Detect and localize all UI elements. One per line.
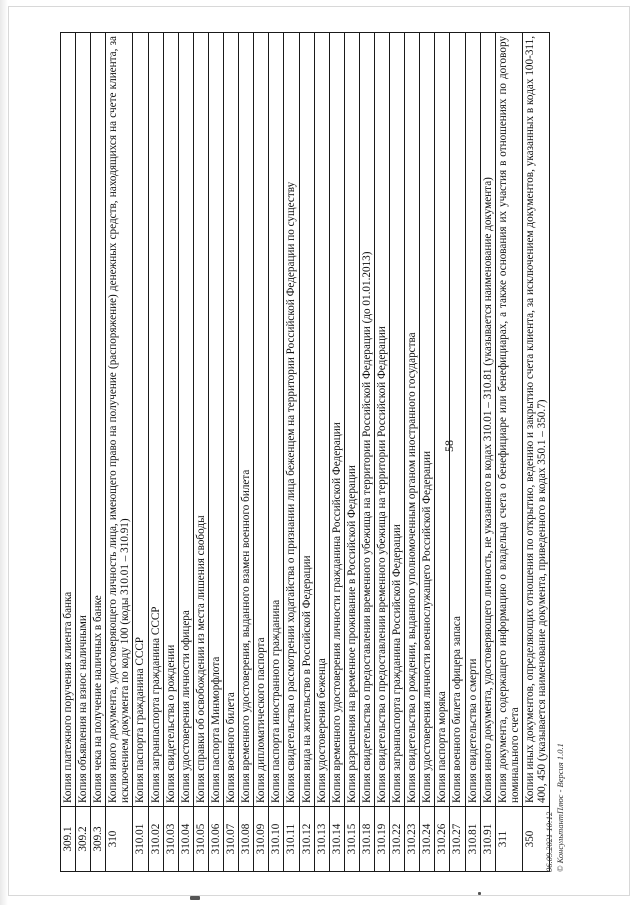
row-description: Копия удостоверения беженца bbox=[314, 33, 329, 807]
row-code: 310.27 bbox=[450, 807, 465, 872]
table-row bbox=[61, 33, 76, 872]
table-row bbox=[193, 33, 208, 872]
table-row bbox=[163, 33, 178, 872]
document-codes-table bbox=[60, 32, 550, 872]
row-description: Копия военного билета офицера запаса bbox=[450, 33, 465, 807]
row-description: Копия военного билета bbox=[224, 33, 239, 807]
row-code: 310.02 bbox=[148, 807, 163, 872]
row-description: Копия свидетельства о предоставлении временного убежища на территории Российской Федерации (до 01.01.2013) bbox=[359, 33, 374, 807]
table-row bbox=[344, 33, 359, 872]
footer-date: 06.09.2021 10:12 bbox=[544, 811, 554, 872]
table-row bbox=[405, 33, 420, 872]
row-code: 310.22 bbox=[390, 807, 405, 872]
row-description: Копия загранпаспорта гражданина Российской Федерации bbox=[390, 33, 405, 807]
binder-mark bbox=[190, 896, 200, 900]
row-code: 310.24 bbox=[420, 807, 435, 872]
table-row bbox=[435, 33, 450, 872]
table-row bbox=[314, 33, 329, 872]
row-description: Копия иного документа, удостоверяющего личность, не указанного в кодах 310.01 – 310.81 (указывается наименование документа) bbox=[480, 33, 495, 807]
row-code: 310.08 bbox=[239, 807, 254, 872]
row-description: Копия свидетельства о рождении bbox=[163, 33, 178, 807]
table-row bbox=[522, 33, 549, 872]
table-row bbox=[208, 33, 223, 872]
row-code: 310.12 bbox=[299, 807, 314, 872]
row-description: Копия паспорта моряка bbox=[435, 33, 450, 807]
row-description: Копия паспорта гражданина СССР bbox=[133, 33, 148, 807]
row-code: 310.26 bbox=[435, 807, 450, 872]
binder-mark bbox=[478, 892, 481, 895]
row-description: Копия вида на жительство в Российской Федерации bbox=[299, 33, 314, 807]
row-code: 310.01 bbox=[133, 807, 148, 872]
row-description: Копия удостоверения личности офицера bbox=[178, 33, 193, 807]
row-description: Копия чека на получение наличных в банке bbox=[91, 33, 106, 807]
row-description: Копия паспорта иностранного гражданина bbox=[269, 33, 284, 807]
row-code: 310.15 bbox=[344, 807, 359, 872]
table-row bbox=[178, 33, 193, 872]
row-description: Копии иных документов, определяющих отношения по открытию, ведению и закрытию счета клиента, за исключением документов, указанных в кодах 100-311, 400, 450 (указывается наименование документа, приведенного в кодах 350.1 – 350.7) bbox=[522, 33, 549, 807]
row-code: 310.19 bbox=[374, 807, 389, 872]
table-row bbox=[133, 33, 148, 872]
table-row bbox=[106, 33, 133, 872]
row-code: 310.09 bbox=[254, 807, 269, 872]
row-code: 310.10 bbox=[269, 807, 284, 872]
row-code: 310.11 bbox=[284, 807, 299, 872]
row-code: 309.2 bbox=[76, 807, 91, 872]
table-row bbox=[465, 33, 480, 872]
table-row bbox=[329, 33, 344, 872]
row-description: Копия иного документа, удостоверяющего личность лица, имеющего право на получение (распоряжение) денежных средств, находящихся на счете клиента, за исключением документа по коду 100 (коды 310.01 – 310.91) bbox=[106, 33, 133, 807]
row-code: 310.23 bbox=[405, 807, 420, 872]
row-description: Копия удостоверения личности военнослужащего Российской Федерации bbox=[420, 33, 435, 807]
row-code: 310.81 bbox=[465, 807, 480, 872]
footer-system: © КонсультантПлюс - Версия 1.0.1 bbox=[555, 743, 565, 872]
row-description: Копия временного удостоверения личности гражданина Российской Федерации bbox=[329, 33, 344, 807]
row-description: Копия временного удостоверения, выданного взамен военного билета bbox=[239, 33, 254, 807]
row-description: Копия разрешения на временное проживание в Российской Федерации bbox=[344, 33, 359, 807]
row-code: 310.04 bbox=[178, 807, 193, 872]
row-code: 310 bbox=[106, 807, 133, 872]
row-code: 310.14 bbox=[329, 807, 344, 872]
table-row bbox=[299, 33, 314, 872]
table-row bbox=[284, 33, 299, 872]
page-number: 58 bbox=[442, 440, 456, 452]
table-body bbox=[61, 33, 550, 872]
row-code: 310.03 bbox=[163, 807, 178, 872]
table-row bbox=[254, 33, 269, 872]
row-code: 350 bbox=[522, 807, 549, 872]
row-code: 310.06 bbox=[208, 807, 223, 872]
row-description: Копия паспорта Минморфлота bbox=[208, 33, 223, 807]
row-code: 310.13 bbox=[314, 807, 329, 872]
scan-edge-shadow bbox=[0, 0, 8, 905]
table-row bbox=[390, 33, 405, 872]
rotated-page-content bbox=[60, 32, 566, 872]
row-description: Копия объявления на взнос наличными bbox=[76, 33, 91, 807]
row-code: 310.91 bbox=[480, 807, 495, 872]
table-row bbox=[480, 33, 495, 872]
row-description: Копия свидетельства о рождении, выданного уполномоченным органом иностранного государства bbox=[405, 33, 420, 807]
row-code: 309.1 bbox=[61, 807, 76, 872]
row-code: 310.07 bbox=[224, 807, 239, 872]
table-row bbox=[224, 33, 239, 872]
row-description: Копия свидетельства о смерти bbox=[465, 33, 480, 807]
row-code: 310.05 bbox=[193, 807, 208, 872]
table-row bbox=[91, 33, 106, 872]
table-row bbox=[450, 33, 465, 872]
table-row bbox=[269, 33, 284, 872]
row-description: Копия свидетельства о предоставлении временного убежища на территории Российской Федерации bbox=[374, 33, 389, 807]
row-code: 310.18 bbox=[359, 807, 374, 872]
table-row bbox=[374, 33, 389, 872]
row-description: Копия документа, содержащего информацию о владельца счета о бенефициаре или бенефициарах, а также основания их участия в отношениях по договору номинального счета bbox=[495, 33, 522, 807]
table-row bbox=[359, 33, 374, 872]
row-description: Копия платежного поручения клиента банка bbox=[61, 33, 76, 807]
table-row bbox=[76, 33, 91, 872]
row-description: Копия свидетельства о рассмотрении ходатайства о признании лица беженцем на территории Российской Федерации по существу bbox=[284, 33, 299, 807]
row-code: 309.3 bbox=[91, 807, 106, 872]
table-row bbox=[495, 33, 522, 872]
row-description: Копия загранпаспорта гражданина СССР bbox=[148, 33, 163, 807]
table-row bbox=[420, 33, 435, 872]
row-description: Копия дипломатического паспорта bbox=[254, 33, 269, 807]
table-row bbox=[148, 33, 163, 872]
table-row bbox=[239, 33, 254, 872]
row-description: Копия справки об освобождении из места лишения свободы bbox=[193, 33, 208, 807]
row-code: 311 bbox=[495, 807, 522, 872]
